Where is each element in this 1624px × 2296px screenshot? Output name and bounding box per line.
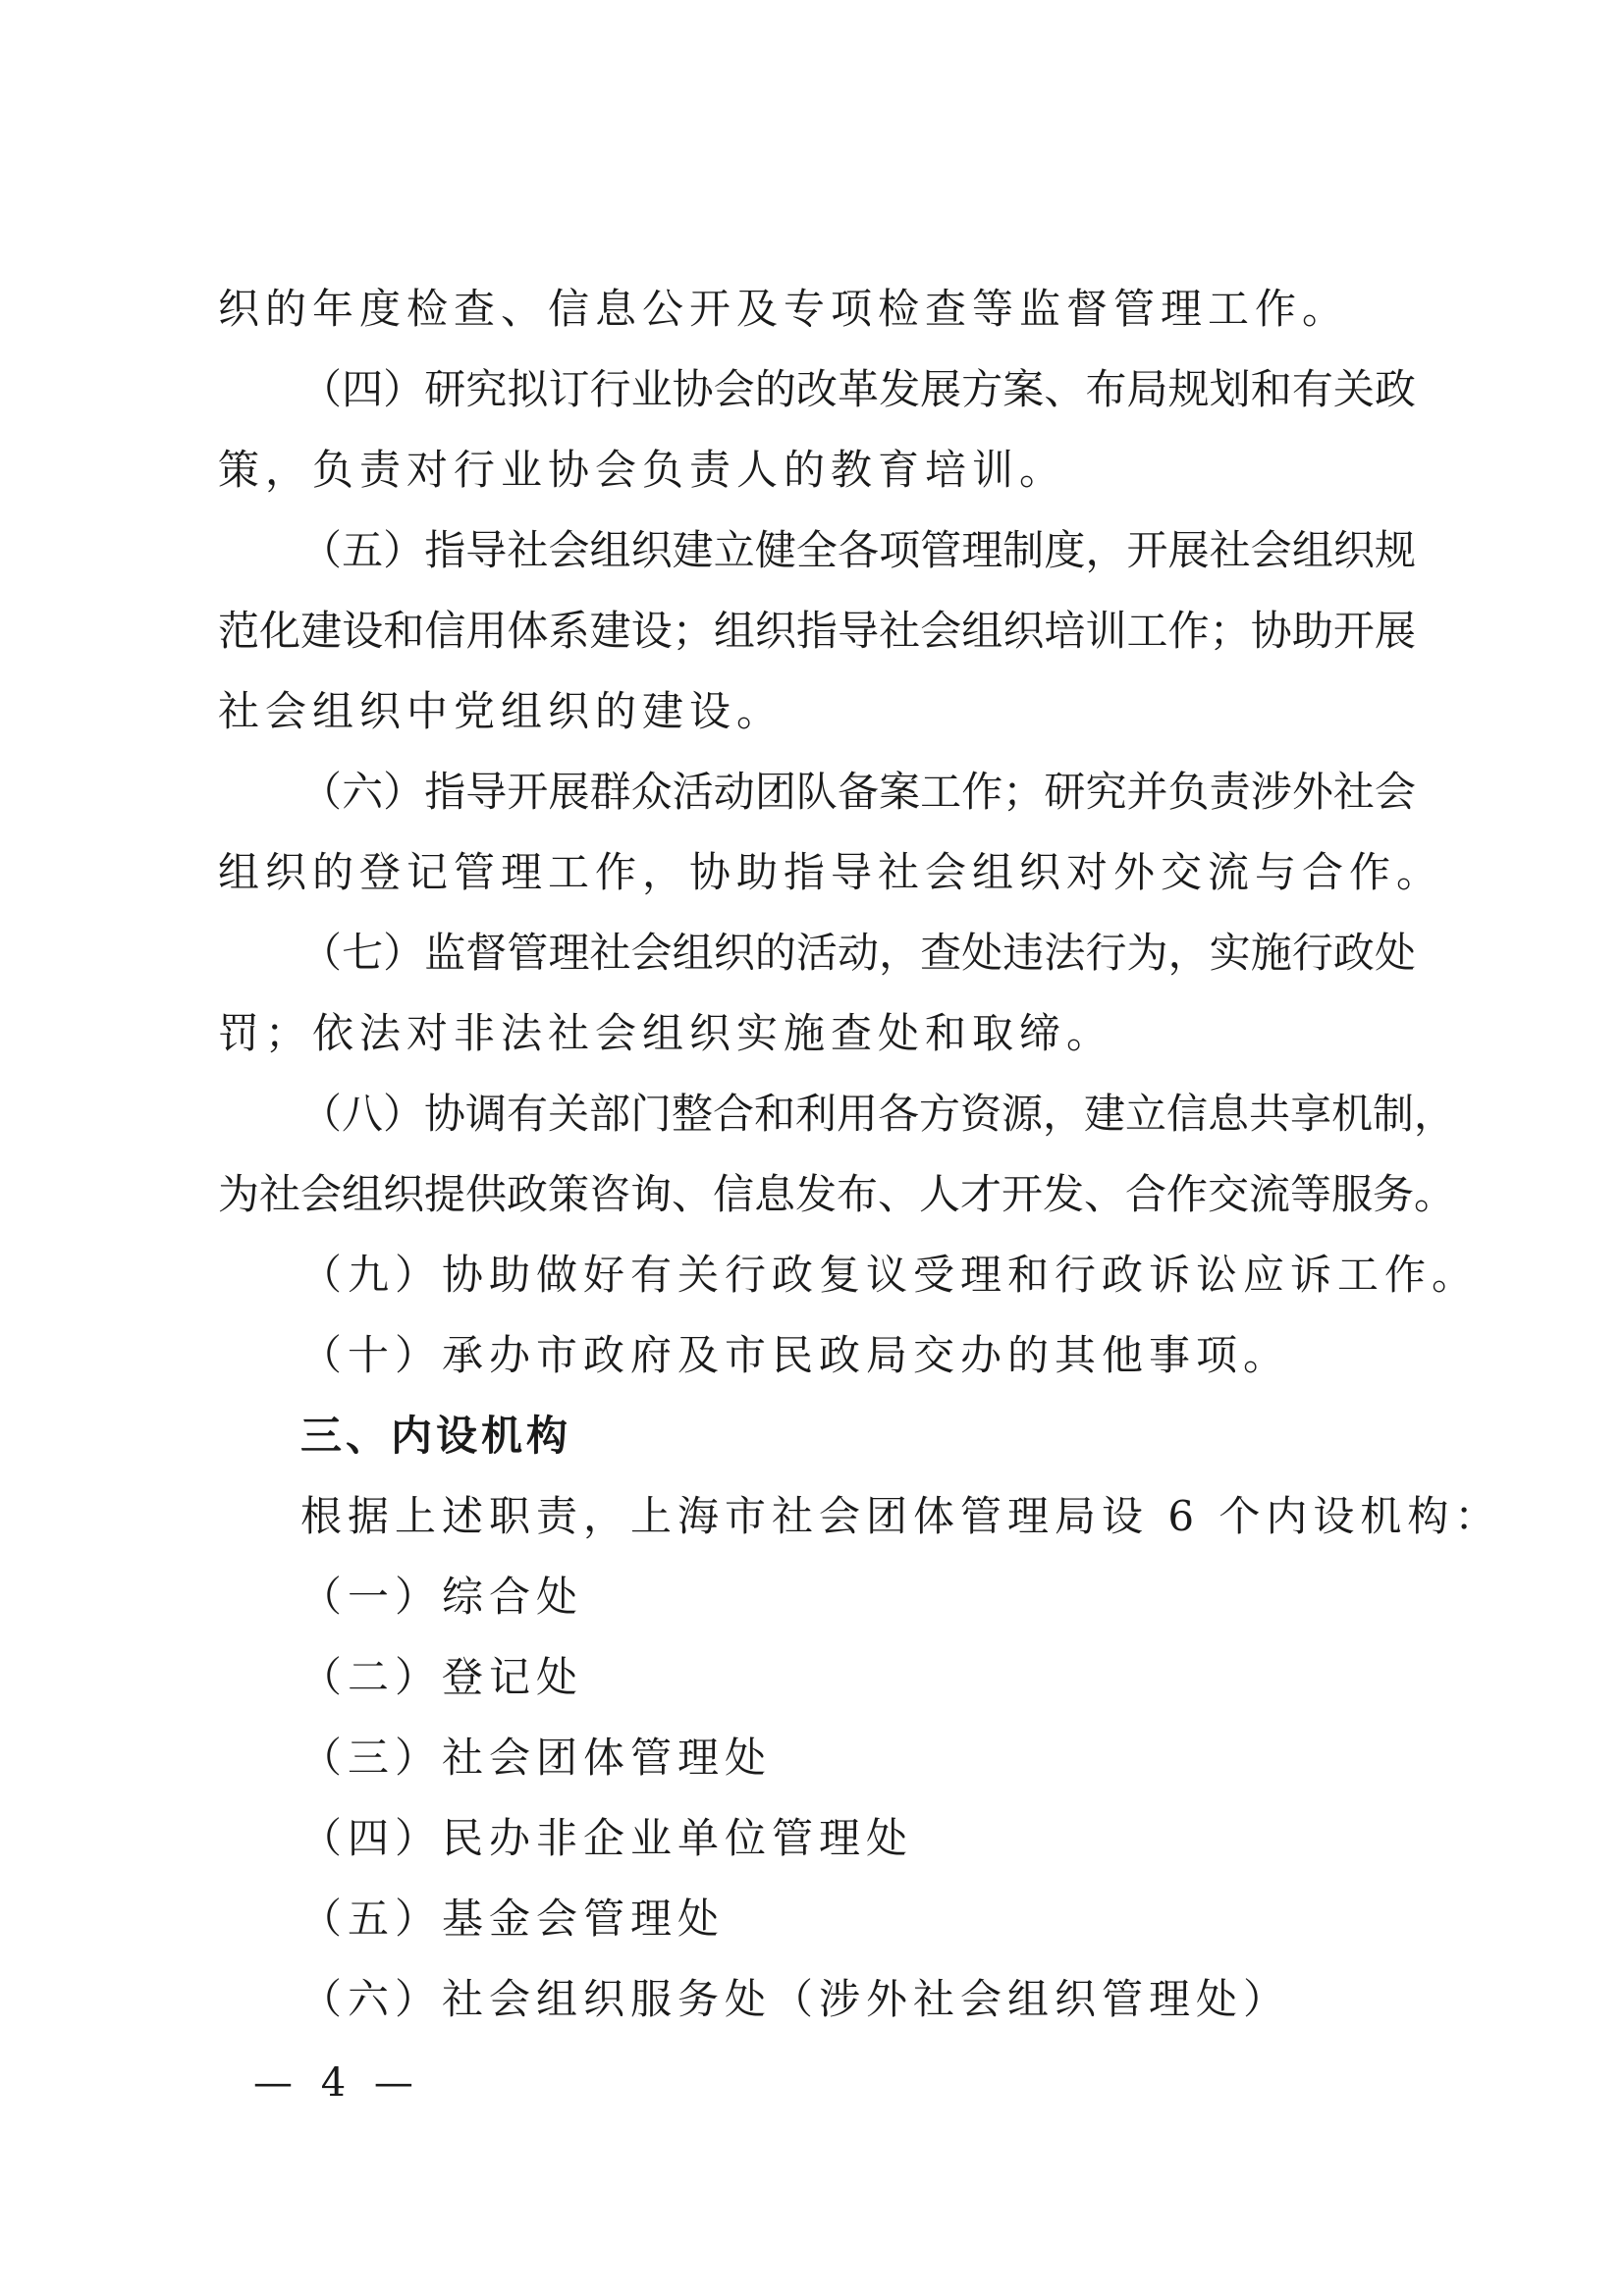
- paragraph-item-10: （十）承办市政府及市民政局交办的其他事项。: [300, 1331, 1291, 1379]
- page-number: — 4 —: [253, 2060, 421, 2106]
- dept-list-item-2: （二）登记处: [300, 1653, 584, 1701]
- paragraph-item-6-line-2: 组织的登记管理工作，协助指导社会组织对外交流与合作。: [218, 848, 1444, 896]
- paragraph-item-8-line-1: （八）协调有关部门整合和利用各方资源，建立信息共享机制，: [300, 1090, 1456, 1138]
- paragraph-item-8-line-2: 为社会组织提供政策咨询、信息发布、人才开发、合作交流等服务。: [218, 1170, 1456, 1218]
- paragraph-item-4-line-1: （四）研究拟订行业协会的改革发展方案、布局规划和有关政: [300, 365, 1416, 413]
- dept-list-item-5: （五）基金会管理处: [300, 1895, 726, 1943]
- paragraph-item-7-line-2: 罚；依法对非法社会组织实施查处和取缔。: [218, 1009, 1114, 1057]
- paragraph-item-6-line-1: （六）指导开展群众活动团队备案工作；研究并负责涉外社会: [300, 768, 1416, 816]
- dept-list-item-1: （一）综合处: [300, 1573, 584, 1621]
- paragraph-item-5-line-1: （五）指导社会组织建立健全各项管理制度，开展社会组织规: [300, 526, 1416, 574]
- paragraph-item-5-line-3: 社会组织中党组织的建设。: [218, 687, 785, 735]
- section-intro: 根据上述职责，上海市社会团体管理局设 6 个内设机构：: [300, 1492, 1502, 1540]
- section-heading-internal-organs: 三、内设机构: [300, 1412, 572, 1460]
- text-line-continuation: 织的年度检查、信息公开及专项检查等监督管理工作。: [218, 285, 1350, 333]
- paragraph-item-5-line-2: 范化建设和信用体系建设；组织指导社会组织培训工作；协助开展: [218, 607, 1416, 655]
- paragraph-item-9: （九）协助做好有关行政复议受理和行政诉讼应诉工作。: [300, 1251, 1480, 1299]
- dept-list-item-6: （六）社会组织服务处（涉外社会组织管理处）: [300, 1975, 1291, 2023]
- dept-list-item-4: （四）民办非企业单位管理处: [300, 1814, 914, 1862]
- paragraph-item-4-line-2: 策，负责对行业协会负责人的教育培训。: [218, 446, 1067, 494]
- dept-list-item-3: （三）社会团体管理处: [300, 1734, 773, 1782]
- paragraph-item-7-line-1: （七）监督管理社会组织的活动，查处违法行为，实施行政处: [300, 929, 1416, 977]
